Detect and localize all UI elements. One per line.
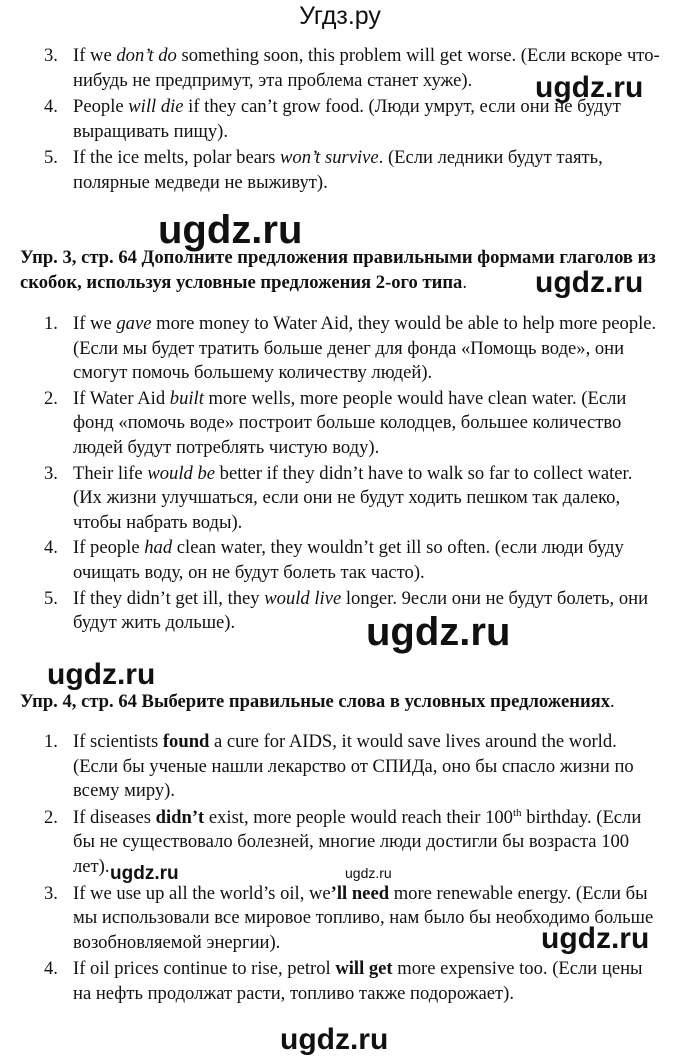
watermark: ugdz.ru <box>366 610 511 654</box>
exercise-2-list <box>0 44 680 196</box>
watermark: ugdz.ru <box>47 658 156 691</box>
list-item: 4. People will die if they can’t grow food. (Люди умрут, если они не будут выращивать пищу). <box>44 96 621 142</box>
list-item: 3. If we use up all the world’s oil, we’ll need more renewable energy. (Если бы мы использовали все мировое топливо, нам было бы необходимо больше возобновляемой энергии). <box>44 882 654 953</box>
list-item: 4. If people had clean water, they wouldn’t get ill so often. (если люди буду очищать воду, он не будут болеть так часто). <box>44 537 624 583</box>
exercise-4-heading: Упр. 4, стр. 64 Выберите правильные слова в условных предложениях. <box>20 691 615 712</box>
list-item: 5. If the ice melts, polar bears won’t survive. (Если ледники будут таять, полярные медведи не выживут). <box>44 147 603 193</box>
list-item: 5. If they didn’t get ill, they would live longer. 9если они не будут болеть, они будут жить дольше). <box>44 587 649 634</box>
watermark: ugdz.ru <box>110 863 179 884</box>
watermark: ugdz.ru <box>158 208 303 252</box>
watermark: ugdz.ru <box>535 71 644 104</box>
exercise-3-list <box>0 312 680 636</box>
watermark: ugdz.ru <box>280 1023 389 1056</box>
site-title: Угдз.ру <box>299 2 381 30</box>
watermark: ugdz.ru <box>345 865 392 881</box>
watermark: ugdz.ru <box>535 266 644 299</box>
list-item: 1. If we gave more money to Water Aid, they would be able to help more people. (Если мы будет тратить больше денег для фонда «Помощь воде», они смогут помочь большему количеству людей). <box>44 313 657 384</box>
watermark: ugdz.ru <box>541 922 650 955</box>
list-item: 3. If we don’t do something soon, this problem will get worse. (Если вскоре что-нибудь не предпримут, эта проблема станет хуже). <box>44 45 660 91</box>
list-item: 4. If oil prices continue to rise, petrol will get more expensive too. (Если цены на нефть продолжат расти, топливо также подорожает). <box>44 958 643 1004</box>
exercise-4-list <box>0 730 680 1007</box>
list-item: 1. If scientists found a cure for AIDS, it would save lives around the world. (Если бы ученые нашли лекарство от СПИДа, оно бы спасло жизни по всему миру). <box>44 731 634 802</box>
list-item: 2. If diseases didn’t exist, more people would reach their 100th birthday. (Если бы не существовало болезней, многие люди достигли бы возраста 100 лет). <box>44 806 642 877</box>
list-item: 3. Their life would be better if they didn’t have to walk so far to collect water. (Их жизни улучшаться, если они не будут ходить пешком так далеко, чтобы набрать воды). <box>44 462 633 533</box>
list-item: 2. If Water Aid built more wells, more people would have clean water. (Если фонд «помочь воде» построит больше колодцев, большее количество людей будут потреблять чистую воду). <box>44 387 627 458</box>
exercise-3-heading: Упр. 3, стр. 64 Дополните предложения правильными формами глаголов из скобок, используя условные предложения 2-ого типа. <box>20 247 656 293</box>
